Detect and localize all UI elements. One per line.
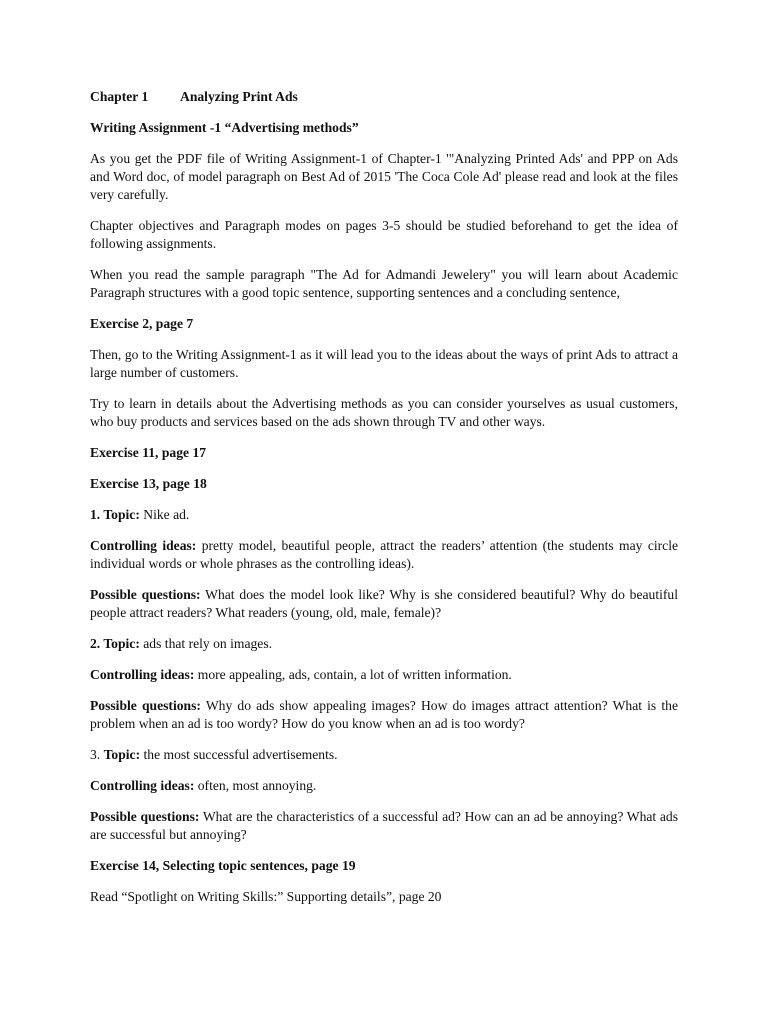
topic-3 — [90, 746, 678, 764]
controlling-ideas-text: often, most annoying. — [194, 778, 317, 793]
topic-1 — [90, 506, 678, 524]
possible-questions-3 — [90, 808, 678, 844]
controlling-ideas-1 — [90, 537, 678, 573]
spotlight-reading-line: Read “Spotlight on Writing Skills:” Supporting details”, page 20 — [90, 889, 442, 904]
chapter-title: Analyzing Print Ads — [180, 89, 298, 104]
possible-questions-label: Possible questions: — [90, 698, 201, 713]
possible-questions-text: Why do ads show appealing images? How do images attract attention? What is the problem when an ad is too wordy? How do you know when an ad is too wordy? — [90, 698, 678, 731]
controlling-ideas-3 — [90, 777, 678, 795]
paragraph-advertising-methods: Try to learn in details about the Advertising methods as you can consider yourselves as usual customers, who buy products and services based on the ads shown through TV and other ways. — [90, 396, 678, 429]
controlling-ideas-2 — [90, 666, 678, 684]
exercise-14-heading: Exercise 14, Selecting topic sentences, page 19 — [90, 858, 356, 873]
controlling-ideas-text: more appealing, ads, contain, a lot of written information. — [194, 667, 512, 682]
controlling-ideas-label: Controlling ideas: — [90, 667, 195, 682]
controlling-ideas-label: Controlling ideas: — [90, 538, 197, 553]
exercise-13-heading: Exercise 13, page 18 — [90, 476, 207, 491]
topic-number: 3. — [90, 747, 104, 762]
possible-questions-label: Possible questions: — [90, 587, 201, 602]
controlling-ideas-text: pretty model, beautiful people, attract the readers’ attention (the students may circle individual words or whole phrases as the controlling ideas). — [90, 538, 679, 571]
possible-questions-2 — [90, 697, 678, 733]
topic-text: the most successful advertisements. — [140, 747, 338, 762]
controlling-ideas-label: Controlling ideas: — [90, 778, 195, 793]
topic-text: Nike ad. — [139, 507, 190, 522]
document-page — [90, 88, 678, 919]
paragraph-pdf-instructions: As you get the PDF file of Writing Assignment-1 of Chapter-1 '"Analyzing Printed Ads' and PPP on Ads and Word doc, of model paragraph on Best Ad of 2015 'The Coca Cole Ad' please read and look at the files very carefully. — [90, 151, 678, 202]
chapter-number: Chapter 1 — [90, 89, 149, 104]
paragraph-chapter-objectives: Chapter objectives and Paragraph modes on pages 3-5 should be studied beforehand to get the idea of following assignments. — [90, 218, 678, 251]
possible-questions-text: What are the characteristics of a successful ad? How can an ad be annoying? What ads are successful but annoying? — [90, 809, 678, 842]
topic-label: 1. Topic: — [90, 507, 140, 522]
topic-label: 2. Topic: — [90, 636, 140, 651]
possible-questions-text: What does the model look like? Why is she considered beautiful? Why do beautiful people attract readers? What readers (young, old, male, female)? — [90, 587, 678, 620]
topic-text: ads that rely on images. — [139, 636, 273, 651]
paragraph-sample-paragraph: When you read the sample paragraph "The Ad for Admandi Jewelery" you will learn about Academic Paragraph structures with a good topic sentence, supporting sentences and a concluding sentence, — [90, 267, 678, 300]
exercise-11-heading: Exercise 11, page 17 — [90, 445, 207, 460]
assignment-title: Writing Assignment -1 “Advertising methods” — [90, 120, 359, 135]
possible-questions-label: Possible questions: — [90, 809, 200, 824]
paragraph-writing-assignment: Then, go to the Writing Assignment-1 as it will lead you to the ideas about the ways of print Ads to attract a large number of customers. — [90, 347, 678, 380]
topic-label: Topic: — [103, 747, 141, 762]
exercise-2-heading: Exercise 2, page 7 — [90, 316, 194, 331]
topic-2 — [90, 635, 678, 653]
chapter-heading — [90, 88, 678, 106]
possible-questions-1 — [90, 586, 678, 622]
